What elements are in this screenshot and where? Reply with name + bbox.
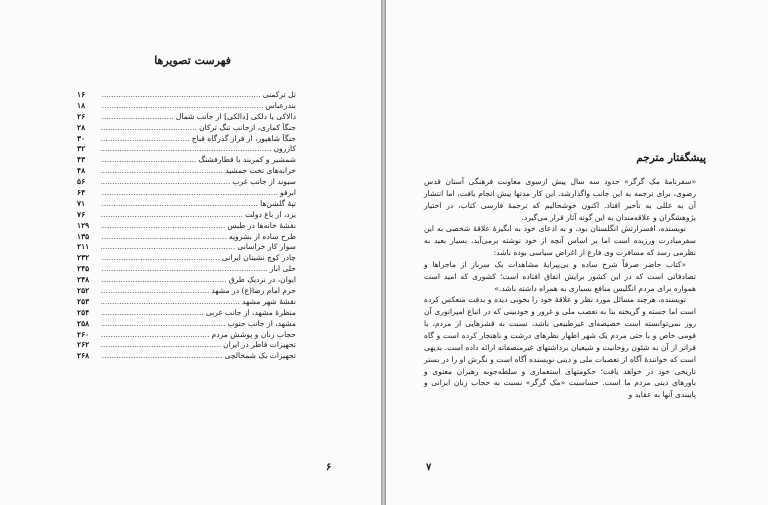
toc-entry-label: سیوند از جانب غرب .....	[101, 177, 296, 188]
toc-entry	[0, 90, 381, 101]
toc-entry	[0, 199, 381, 210]
toc-entry	[0, 242, 381, 253]
toc-entry	[0, 232, 381, 243]
right-page-number: ۷	[426, 462, 432, 473]
toc-entry-label: نقشهٔ خانه‌ها در طبس .....	[101, 221, 296, 232]
paragraph: نویسنده، هرچند مسائل مورد نظر و علاقهٔ خود را بخوبی دیده و بدقت منعکس کرده است اما جسته و گریخته بنا به تعصب ملی و غرور و خودبینی که در اتباع امپراتوری آن روز نمی‌توانسته است خصیصه‌ای غیرطبیعی باشد، نسبت به قشرهایی از مردم، یا قومی خاص و یا حتی مردم یک شهر اظهار نظرهای درشت و ناهنجار کرده است و گاه فراتر از آن به شئون روحانیت و شیعیان برداشتهای غیرمنصفانه ارائه داده است. بدیهی است که خوانندهٔ آگاه از تعصبات ملی و دینی نویسنده آگاه است و نگرش او را در بستر تاریخی خود در خواهد یافت؛ حکومتهای استعماری و سلطه‌جوبه رهبران معنوی و باورهای دینی مردم ما است. حساسیت «مک گرگر» نسبت به حجاب زنان ایرانی و پایبندی آنها به عقاید و	[424, 295, 696, 400]
preface-body	[424, 176, 696, 401]
toc-entry-label: خرابه‌های تخت جمشید .....	[101, 166, 296, 177]
toc-entry-label: جنگاً کماری، ازجانب تنگ ترکان .....	[101, 123, 296, 134]
toc-entry-page: ۷۶	[77, 209, 86, 219]
toc-entry-page: ۲۵۲	[77, 286, 90, 296]
toc-entry-page: ۴۳	[77, 155, 86, 165]
section-title: پیشگفتار مترجم	[636, 152, 706, 164]
toc-entry-label: حجاب زنان و پوشش مردم .....	[101, 330, 296, 341]
toc-entry-label: نقشهٔ شهر مشهد .....	[101, 297, 296, 308]
toc-entry-page: ۲۵۳	[77, 296, 90, 306]
toc-entry	[0, 297, 381, 308]
toc-entry-label: منظرهٔ مشهد، از جانب غربی .....	[101, 308, 296, 319]
toc-entry-page: ۲۴۵	[77, 264, 90, 274]
quote-paragraph: «کتاب حاضر صرفاً شرح ساده و بی‌پیرایهٔ مشاهدات یک سرباز از ماجراها و تصادفاتی است که در این کشور برایش اتفاق افتاده است؛ کشوری که امید است همواره برای مردم انگلیس منافع بسیاری به همراه داشته باشد.»	[424, 259, 696, 293]
toc-entry-label: یزد، از باغ دولت .....	[101, 210, 296, 221]
toc-entry	[0, 308, 381, 319]
toc-entry-page: ۳۲	[77, 144, 86, 154]
toc-entry-page: ۱۲۹	[77, 220, 90, 230]
toc-entry-page: ۲۵۸	[77, 318, 90, 328]
toc-entry	[0, 351, 381, 362]
right-page	[386, 0, 768, 505]
toc-entry-page: ۲۶۰	[77, 329, 90, 339]
toc-entry-label: دالاکی یا دلکی [دالکی] از جانب شمال .....	[101, 112, 296, 123]
toc-entry	[0, 221, 381, 232]
toc-entry-label: ایوان، در نزدیک طرق .....	[101, 275, 296, 286]
toc-entry	[0, 330, 381, 341]
left-page	[0, 0, 381, 505]
toc-entry	[0, 275, 381, 286]
toc-entry	[0, 210, 381, 221]
toc-entry-label: تجهیزات یک شمخالچی .....	[101, 351, 296, 362]
toc-entry-page: ۱۶	[77, 90, 86, 99]
toc-entry-page: ۲۶	[77, 111, 86, 121]
toc-entry	[0, 166, 381, 177]
toc-entry-label: حرم امام رضا(ع) در مشهد .....	[101, 286, 296, 297]
toc-entry	[0, 177, 381, 188]
toc-title: فهرست تصویرها	[154, 54, 231, 67]
toc-entry-label: تپهٔ گلشن‌ها .....	[101, 199, 296, 210]
toc-entry	[0, 112, 381, 123]
toc-entry-page: ۲۶۸	[77, 351, 90, 361]
toc-entry	[0, 188, 381, 199]
toc-entry-page: ۱۳۵	[77, 231, 90, 241]
paragraph: «سفرنامهٔ مک گرگر» حدود سه سال پیش ازسوی معاونت فرهنگی آستان قدس رضوی، برای ترجمه به این جانب واگذارشد. این کار مدتها پیش انجام یافت، اما انتشار آن به عللی به تأخیر افتاد. اکنون خوشحالیم که ترجمهٔ فارسی کتاب، در اختیار پژوهشگران و علاقه‌مندان به این گونه آثار قرار می‌گیرد.	[424, 177, 696, 222]
left-page-number: ۶	[326, 462, 332, 473]
toc-entry-page: ۴۸	[77, 166, 86, 176]
toc-entry-page: ۲۴۸	[77, 275, 90, 285]
toc-entry-label: شمشیر و کمربند با قطارفشنگ .....	[101, 155, 296, 166]
toc-entry-page: ۶۴	[77, 188, 86, 198]
toc-entry	[0, 155, 381, 166]
toc-entry-label: بندرعباس .....	[101, 101, 296, 112]
toc-entry-label: تل ترکمنی .....	[101, 90, 296, 101]
toc-entry	[0, 253, 381, 264]
toc-entry-label: چادر کوچ نشینان ایرانی .....	[101, 253, 296, 264]
toc-entry-label: طرح ساده از بشرویه .....	[101, 232, 296, 243]
toc-entry-page: ۱۸	[77, 100, 86, 110]
toc-entry-page: ۲۱۱	[77, 242, 90, 252]
toc-entry	[0, 101, 381, 112]
paragraph: نویسنده، افسرارتش انگلستان بود، و به ادعای خود به انگیزهٔ علاقهٔ شخصی به این سفرمبادرت ورزیده است اما بر اساس آنچه از خود نوشته برمی‌آید، بسیار بعید به نظرمی رسد که مسافرت وی فارغ از اغراض سیاسی بوده باشد:	[424, 224, 696, 258]
toc-entry-page: ۲۸	[77, 122, 86, 132]
toc-entry-page: ۲۶۲	[77, 340, 90, 350]
toc-list	[0, 90, 381, 362]
toc-entry	[0, 123, 381, 134]
toc-entry-page: ۵۶	[77, 177, 86, 187]
toc-entry-page: ۲۵۴	[77, 307, 90, 317]
toc-entry-label: مشهد، از جانب جنوب .....	[101, 319, 296, 330]
toc-entry	[0, 264, 381, 275]
toc-entry	[0, 144, 381, 155]
toc-entry-label: تجهیزات قاطر در ایران .....	[101, 340, 296, 351]
toc-entry-label: حلی اباز .....	[101, 264, 296, 275]
toc-entry-label: کازرون .....	[101, 144, 296, 155]
toc-entry-page: ۳۰	[77, 133, 86, 143]
toc-entry-label: ابرقو .....	[101, 188, 296, 199]
toc-entry-page: ۷۱	[77, 198, 86, 208]
toc-entry	[0, 340, 381, 351]
toc-entry-label: سوار کار خراسانی .....	[101, 242, 296, 253]
toc-entry	[0, 134, 381, 145]
toc-entry	[0, 319, 381, 330]
toc-entry	[0, 286, 381, 297]
toc-entry-label: جنگاً شاهپور، از فراز گذرگاه قباج .....	[101, 134, 296, 145]
toc-entry-page: ۲۳۲	[77, 253, 90, 263]
